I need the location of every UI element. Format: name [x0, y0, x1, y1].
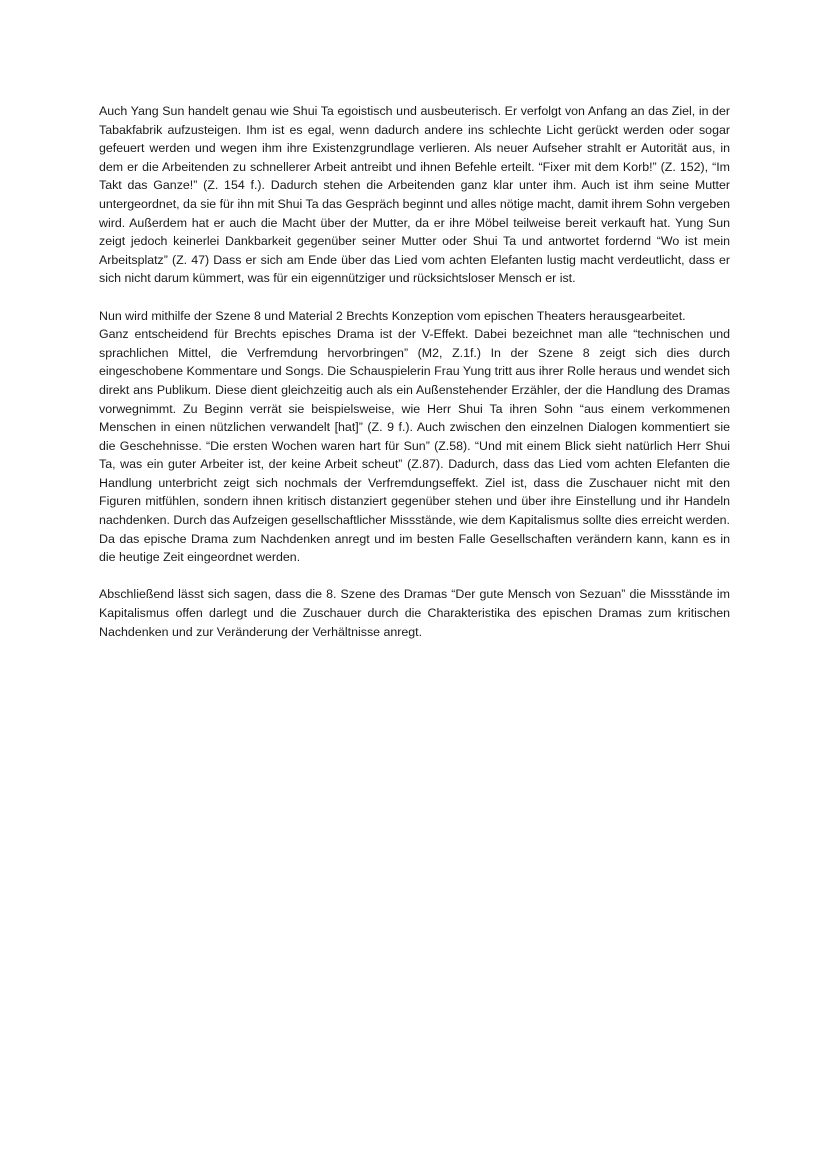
paragraph-intro-epic-theatre: Nun wird mithilfe der Szene 8 und Material 2 Brechts Konzeption vom epischen Theaters herausgearbeitet.: [99, 308, 686, 323]
paragraph-v-effekt: Ganz entscheidend für Brechts episches Drama ist der V-Effekt. Dabei bezeichnet man alle “technischen und sprachlichen Mittel, die Verfremdung hervorbringen” (M2, Z.1f.) In der Szene 8 zeigt sich dies durch eingeschobene Kommentare und Songs. Die Schauspielerin Frau Yung tritt aus ihrer Rolle heraus und wendet sich direkt ans Publikum. Diese dient gleichzeitig auch als ein Außenstehender Erzähler, der die Handlung des Dramas vorwegnimmt. Zu Beginn verrät sie beispielsweise, wie Herr Shui Ta ihren Sohn “aus einem verkommenen Menschen in einen nützlichen verwandelt [hat]” (Z. 9 f.). Auch zwischen den einzelnen Dialogen kommentiert sie die Geschehnisse. “Die ersten Wochen waren hart für Sun” (Z.58). “Und mit einem Blick sieht natürlich Herr Shui Ta, was ein guter Arbeiter ist, der keine Arbeit scheut” (Z.87). Dadurch, dass das Lied vom achten Elefanten die Handlung unterbricht zeigt sich nochmals der Verfremdungseffekt. Ziel ist, dass die Zuschauer nicht mit den Figuren mitfühlen, sondern ihnen kritisch distanziert gegenüber stehen und über ihre Einstellung und ihr Handeln nachdenken. Durch das Aufzeigen gesellschaftlicher Missstände, wie dem Kapitalismus sollte dies erreicht werden. Da das epische Drama zum Nachdenken anregt und im besten Falle Gesellschaften verändern kann, kann es in die heutige Zeit eingeordnet werden.: [99, 327, 730, 565]
paragraph-gap: [99, 288, 730, 307]
paragraph-yang-sun: Auch Yang Sun handelt genau wie Shui Ta egoistisch und ausbeuterisch. Er verfolgt von Anfang an das Ziel, in der Tabakfabrik aufzusteigen. Ihm ist es egal, wenn dadurch andere ins schlechte Licht gerückt werden oder sogar gefeuert werden und wegen ihm ihre Existenzgrundlage verlieren. Als neuer Aufseher strahlt er Autorität aus, in dem er die Arbeitenden zu schnellerer Arbeit antreibt und ihnen Befehle erteilt. “Fixer mit dem Korb!” (Z. 152), “Im Takt das Ganze!” (Z. 154 f.). Dadurch stehen die Arbeitenden ganz klar unter ihm. Auch ist ihm seine Mutter untergeordnet, da sie für ihn mit Shui Ta das Gespräch beginnt und alles nötige macht, damit ihrem Sohn vergeben wird. Außerdem hat er auch die Macht über der Mutter, da er ihre Möbel teilweise bereit verkauft hat. Yung Sun zeigt jedoch keinerlei Dankbarkeit gegenüber seiner Mutter oder Shui Ta und antwortet fordernd “Wo ist mein Arbeitsplatz” (Z. 47) Dass er sich am Ende über das Lied vom achten Elefanten lustig macht verdeutlicht, dass er sich nicht darum kümmert, was für ein eigennütziger und rücksichtsloser Mensch er ist.: [99, 104, 730, 286]
paragraph-conclusion: Abschließend lässt sich sagen, dass die 8. Szene des Dramas “Der gute Mensch von Sezuan” die Missstände im Kapitalismus offen darlegt und die Zuschauer durch die Charakteristika des epischen Dramas zum kritischen Nachdenken und zur Veränderung der Verhältnisse anregt.: [99, 587, 730, 639]
paragraph-gap: [99, 567, 730, 586]
document-body: [99, 102, 730, 641]
